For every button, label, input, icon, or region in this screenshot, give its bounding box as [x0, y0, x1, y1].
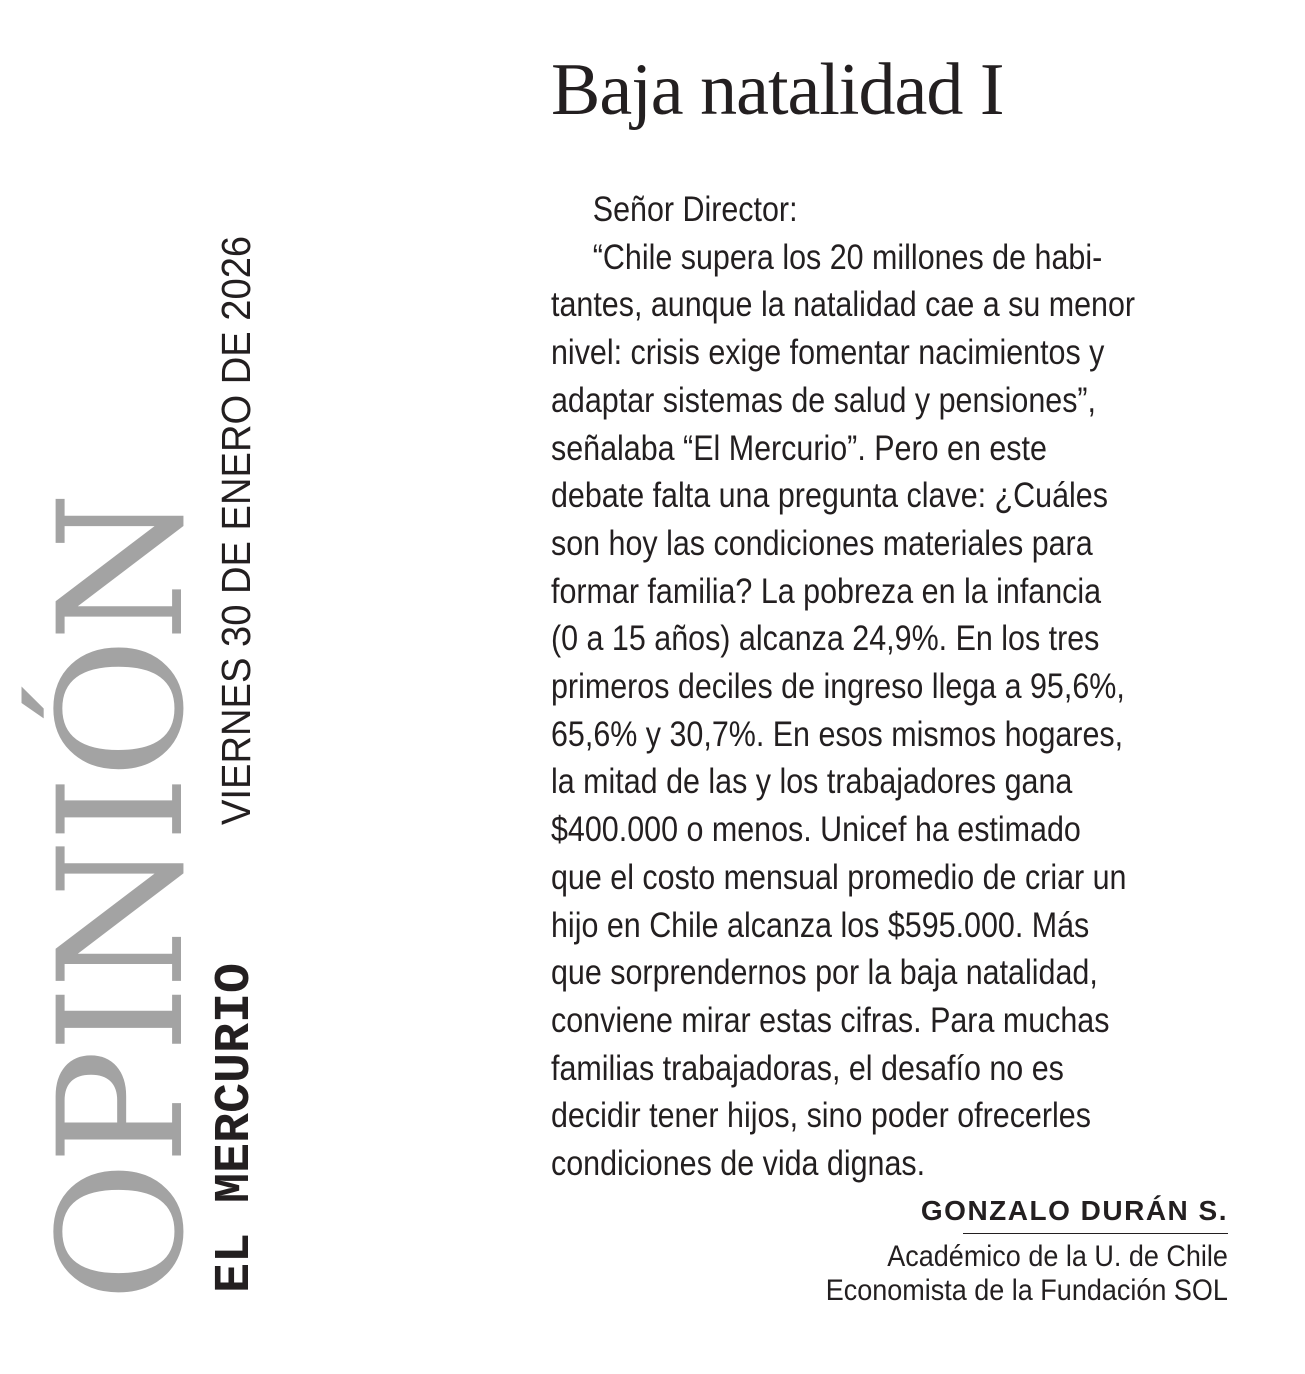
- body-line: condiciones de vida dignas.: [551, 1144, 926, 1184]
- author-name: GONZALO DURÁN S.: [920, 1195, 1228, 1226]
- body-line: (0 a 15 años) alcanza 24,9%. En los tres: [551, 619, 1100, 659]
- letter-body: [551, 186, 1160, 1188]
- body-line: 65,6% y 30,7%. En esos mismos hogares,: [551, 714, 1124, 754]
- body-line: $400.000 o menos. Unicef ha estimado: [551, 810, 1081, 850]
- body-line: hijo en Chile alcanza los $595.000. Más: [551, 905, 1090, 945]
- affiliation-line: Economista de la Fundación SOL: [825, 1274, 1228, 1307]
- section-label: OPINIÓN: [21, 495, 222, 1302]
- body-line: decidir tener hijos, sino poder ofrecerles: [551, 1096, 1091, 1136]
- body-line: conviene mirar estas cifras. Para muchas: [551, 1000, 1110, 1040]
- body-line: tantes, aunque la natalidad cae a su menor: [551, 285, 1136, 325]
- newspaper-name: EL MERCURIO: [207, 962, 264, 1293]
- body-line: la mitad de las y los trabajadores gana: [551, 762, 1073, 802]
- body-line: que sorprendernos por la baja natalidad,: [551, 953, 1098, 993]
- body-line: adaptar sistemas de salud y pensiones”,: [551, 380, 1097, 420]
- body-line: señalaba “El Mercurio”. Pero en este: [551, 428, 1047, 468]
- body-line: primeros deciles de ingreso llega a 95,6%,: [551, 667, 1125, 707]
- article-headline: Baja natalidad I: [551, 49, 1004, 131]
- body-line: debate falta una pregunta clave: ¿Cuáles: [551, 476, 1108, 516]
- publication-date: VIERNES 30 DE ENERO DE 2026: [213, 235, 259, 826]
- affiliation-line: Académico de la U. de Chile: [887, 1240, 1228, 1273]
- body-line: que el costo mensual promedio de criar un: [551, 857, 1127, 897]
- body-line: “Chile supera los 20 millones de habi-: [592, 237, 1103, 277]
- author-affiliation: [826, 1240, 1228, 1308]
- body-line: son hoy las condiciones materiales para: [551, 523, 1093, 563]
- body-line: nivel: crisis exige fomentar nacimientos y: [551, 333, 1105, 373]
- body-line: familias trabajadoras, el desafío no es: [551, 1048, 1064, 1088]
- body-line: formar familia? La pobreza en la infancia: [551, 571, 1102, 611]
- signature-divider: [963, 1233, 1228, 1234]
- letter-salutation: Señor Director:: [592, 190, 798, 229]
